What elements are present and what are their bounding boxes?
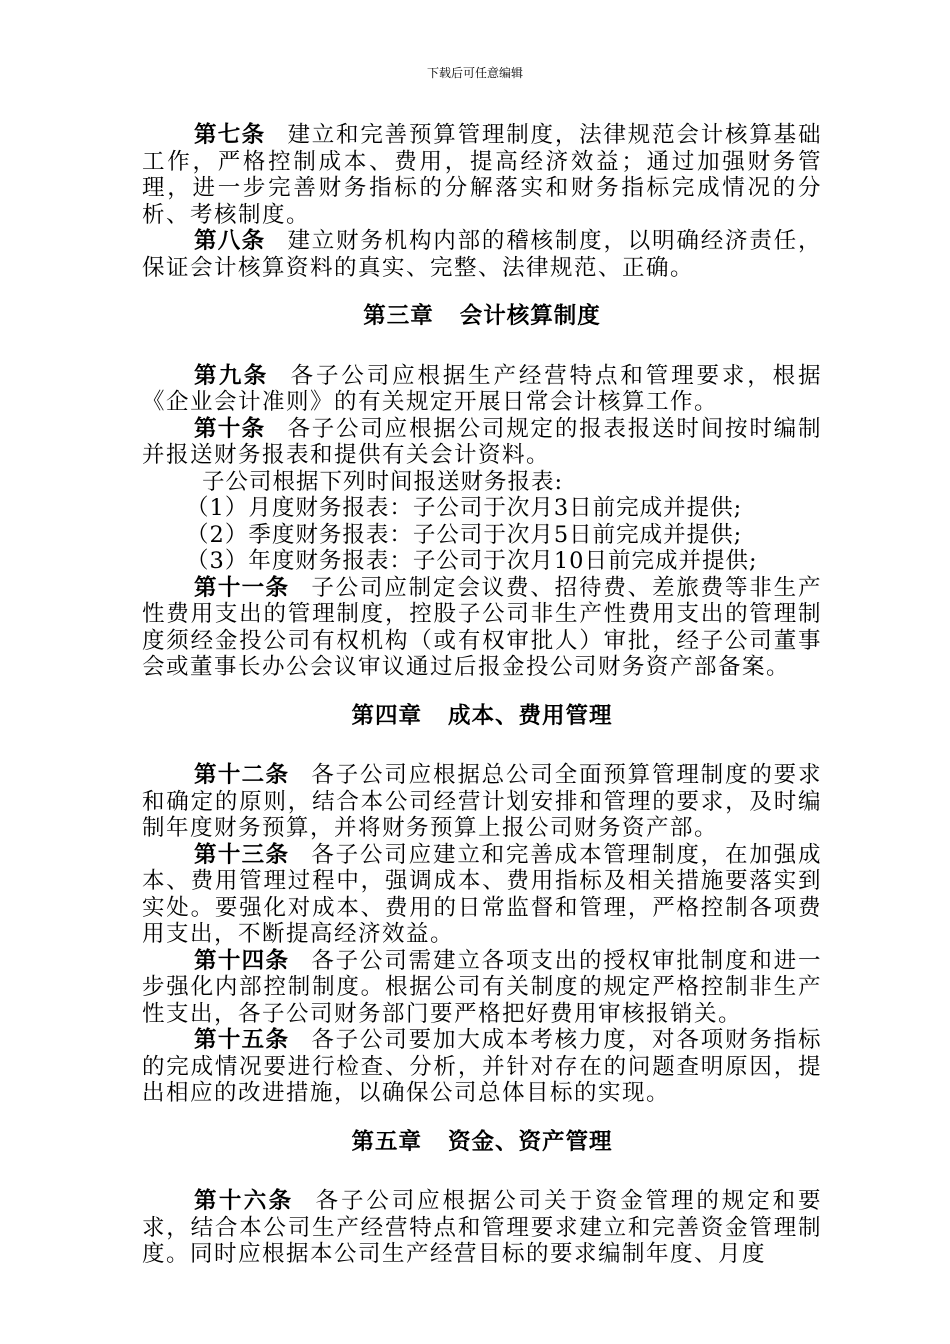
article-12: [142, 762, 822, 842]
chapter-title: 成本、费用管理: [448, 702, 613, 729]
article-10: [142, 416, 822, 469]
article-label: 第十条: [194, 415, 266, 442]
article-8: [142, 228, 822, 281]
article-9: [142, 363, 822, 416]
article-text: 建立财务机构内部的稽核制度，以明确经济责任，保证会计核算资料的真实、完整、法律规范、正确。: [142, 228, 822, 281]
chapter-heading: [142, 1129, 822, 1156]
article-label: 第八条: [194, 228, 266, 254]
article-label: 第九条: [194, 362, 269, 389]
list-item: （2）季度财务报表：子公司于次月5日前完成并提供;: [186, 521, 743, 548]
article-11: [142, 575, 822, 681]
chapter-title: 资金、资产管理: [448, 1128, 613, 1155]
article-15: [142, 1027, 822, 1107]
article-text: 建立和完善预算管理制度，法律规范会计核算基础工作，严格控制成本、费用，提高经济效益；通过加强财务管理，进一步完善财务指标的分解落实和财务指标完成情况的分析、考核制度。: [142, 122, 822, 228]
article-label: 第十二条: [194, 762, 290, 788]
page-header-note: 下载后可任意编辑: [426, 66, 523, 80]
article-14: [142, 948, 822, 1028]
document-body: [142, 122, 822, 1268]
article-label: 第七条: [194, 122, 266, 148]
article-7: [142, 122, 822, 228]
chapter-number: 第五章: [351, 1128, 422, 1155]
article-text: 各子公司应根据公司关于资金管理的规定和要求，结合本公司生产经营特点和管理要求建立和完善资金管理制度。同时应根据本公司生产经营目标的要求编制年度、月度: [142, 1188, 822, 1267]
list-item: （1）月度财务报表：子公司于次月3日前完成并提供;: [186, 495, 743, 521]
article-13: [142, 842, 822, 948]
article-text: 各子公司应根据公司规定的报表报送时间按时编制并报送财务报表和提供有关会计资料。: [142, 415, 822, 468]
article-label: 第十四条: [194, 947, 290, 974]
chapter-number: 第三章: [363, 303, 434, 329]
article-label: 第十一条: [194, 574, 290, 601]
chapter-heading: [142, 303, 822, 330]
article-text: 各子公司要加大成本考核力度，对各项财务指标的完成情况要进行检查、分析，并针对存在的问题查明原因，提出相应的改进措施，以确保公司总体目标的实现。: [142, 1027, 822, 1106]
article-text: 各子公司需建立各项支出的授权审批制度和进一步强化内部控制制度。根据公司有关制度的规定严格控制非生产性支出，各子公司财务部门要严格把好费用审核报销关。: [142, 947, 822, 1027]
article-text: 各子公司应根据总公司全面预算管理制度的要求和确定的原则，结合本公司经营计划安排和管理的要求，及时编制年度财务预算，并将财务预算上报公司财务资产部。: [142, 762, 822, 841]
chapter-number: 第四章: [351, 702, 422, 729]
article-text: 各子公司应根据生产经营特点和管理要求，根据《企业会计准则》的有关规定开展日常会计核算工作。: [142, 362, 822, 415]
article-16: [142, 1188, 822, 1268]
article-label: 第十六条: [194, 1188, 294, 1214]
article-label: 第十三条: [194, 841, 290, 868]
list-intro: 子公司根据下列时间报送财务报表:: [202, 468, 564, 495]
article-text: 子公司应制定会议费、招待费、差旅费等非生产性费用支出的管理制度，控股子公司非生产性费用支出的管理制度须经金投公司有权机构（或有权审批人）审批，经子公司董事会或董事长办公会议审议通过后报金投公司财务资产部备案。: [142, 574, 822, 680]
chapter-title: 会计核算制度: [459, 303, 601, 329]
article-label: 第十五条: [194, 1027, 290, 1053]
chapter-heading: [142, 703, 822, 730]
article-text: 各子公司应建立和完善成本管理制度，在加强成本、费用管理过程中，强调成本、费用指标及相关措施要落实到实处。要强化对成本、费用的日常监督和管理，严格控制各项费用支出，不断提高经济效益。: [142, 841, 822, 947]
list-item: （3）年度财务报表：子公司于次月10日前完成并提供;: [186, 548, 758, 574]
